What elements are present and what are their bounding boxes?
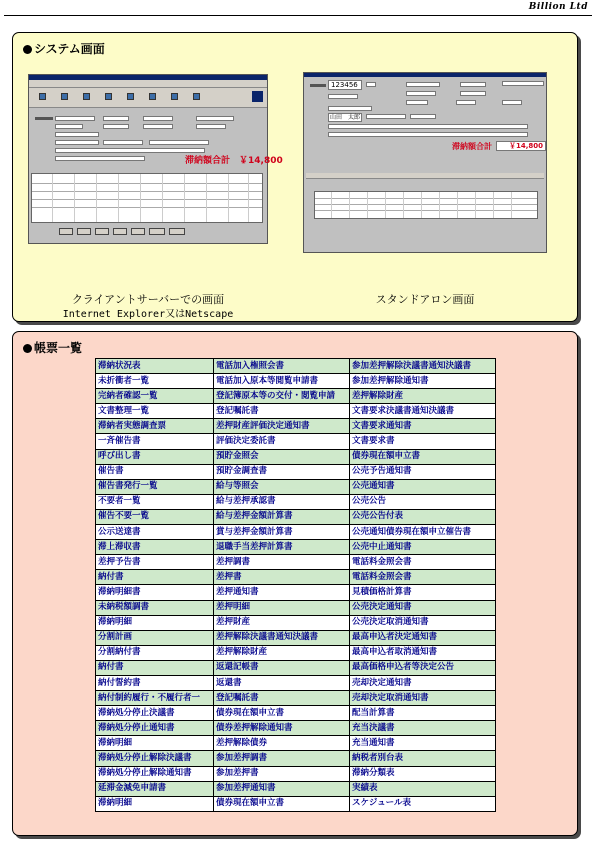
form-name-cell: 呼び出し書 — [96, 449, 214, 464]
form-name-cell: 納付制約履行・不履行者一 — [96, 691, 214, 706]
toolbar-icon — [127, 93, 134, 100]
form-name-cell: 給与等照会 — [214, 479, 350, 494]
table-row — [96, 570, 496, 585]
form-name-cell: 返還記帳書 — [214, 660, 350, 675]
bullet-icon — [23, 45, 32, 54]
screen-button[interactable] — [95, 228, 109, 235]
table-row — [96, 751, 496, 766]
form-name-cell: 賞与差押金額計算書 — [214, 525, 350, 540]
form-field[interactable] — [149, 140, 209, 145]
form-name-cell: 売却決定取消通知書 — [350, 691, 496, 706]
table-row — [96, 615, 496, 630]
screen-button[interactable] — [59, 228, 73, 235]
table-row — [96, 359, 496, 374]
form-name-cell: 配当計算書 — [350, 706, 496, 721]
form-name-cell: 電話料金照会書 — [350, 555, 496, 570]
form-name-cell: 参加差押調書 — [214, 751, 350, 766]
form-field[interactable] — [196, 116, 234, 121]
table-row — [96, 706, 496, 721]
toolbar-icon — [61, 93, 68, 100]
form-name-cell: 催告不要一覧 — [96, 509, 214, 524]
company-brand: Billion Ltd — [528, 2, 588, 12]
form-field[interactable] — [103, 116, 129, 121]
screen-button[interactable] — [169, 228, 185, 235]
form-name-cell: 退職手当差押計算書 — [214, 540, 350, 555]
form-field[interactable] — [196, 124, 226, 129]
form-name-cell: 差押解除債券 — [214, 736, 350, 751]
form-name-cell: 文書要求書 — [350, 434, 496, 449]
screen-button[interactable] — [149, 228, 165, 235]
system-screens-panel — [12, 32, 578, 322]
form-name-cell: 参加差押通知書 — [214, 781, 350, 796]
table-row — [96, 555, 496, 570]
form-name-cell: 一斉催告書 — [96, 434, 214, 449]
table-row — [96, 645, 496, 660]
table-row — [96, 449, 496, 464]
form-name-cell: 評価決定委託書 — [214, 434, 350, 449]
table-row — [96, 766, 496, 781]
form-name-cell: 充当通知書 — [350, 736, 496, 751]
person-name-field[interactable]: 山田 太郎 — [330, 114, 361, 121]
table-row — [96, 660, 496, 675]
form-name-cell: 公売中止通知書 — [350, 540, 496, 555]
table-row — [96, 389, 496, 404]
form-name-cell: 納付書 — [96, 660, 214, 675]
form-name-cell: 納付書 — [96, 570, 214, 585]
form-name-cell: 未折衝者一覧 — [96, 374, 214, 389]
menu-bar — [29, 80, 267, 88]
standalone-caption: スタンドアロン画面 — [375, 293, 475, 306]
form-name-cell: 預貯金照会 — [214, 449, 350, 464]
record-form: 123456 山田 太郎 滞納額合計 ￥14,800 — [306, 79, 544, 159]
form-field[interactable] — [55, 132, 99, 137]
toolbar-icon — [149, 93, 156, 100]
forms-table — [95, 358, 496, 812]
form-field[interactable] — [55, 124, 83, 129]
form-name-cell: 債券現在額申立書 — [350, 449, 496, 464]
form-name-cell: 登記簿原本等の交付・閲覧申請 — [214, 389, 350, 404]
form-field[interactable] — [55, 116, 95, 121]
toolbar-icon — [39, 93, 46, 100]
form-name-cell: 登記嘱託書 — [214, 404, 350, 419]
form-field[interactable] — [55, 148, 205, 153]
table-row — [96, 781, 496, 796]
form-name-cell: 滞納処分停止決議書 — [96, 706, 214, 721]
form-name-cell: 差押解除決議書通知決議書 — [214, 630, 350, 645]
form-name-cell: 公売通知債券現在額申立催告書 — [350, 525, 496, 540]
form-name-cell: 未納税額調書 — [96, 600, 214, 615]
table-row — [96, 374, 496, 389]
form-field[interactable] — [103, 140, 143, 145]
form-name-cell: 公売決定取消通知書 — [350, 615, 496, 630]
form-name-cell: 納付誓約書 — [96, 675, 214, 690]
form-name-cell: 差押予告書 — [96, 555, 214, 570]
form-name-cell: 分割納付書 — [96, 645, 214, 660]
form-name-cell: 滞納状況表 — [96, 359, 214, 374]
table-row — [96, 630, 496, 645]
form-name-cell: 文書要求通知書 — [350, 419, 496, 434]
bullet-icon — [23, 344, 32, 353]
form-name-cell: 滞上滞収書 — [96, 540, 214, 555]
form-name-cell: 差押調書 — [214, 555, 350, 570]
form-field[interactable] — [55, 140, 99, 145]
form-name-cell: 滞納明細書 — [96, 585, 214, 600]
form-name-cell: 分割計画 — [96, 630, 214, 645]
client-server-screenshot — [28, 74, 283, 244]
form-name-cell: 延滞金減免申請書 — [96, 781, 214, 796]
form-name-cell: 見積価格計算書 — [350, 585, 496, 600]
client-server-caption: クライアントサーバーでの画面 — [71, 293, 225, 306]
form-name-cell: 不要者一覧 — [96, 494, 214, 509]
form-name-cell: 実績表 — [350, 781, 496, 796]
table-row — [96, 796, 496, 811]
system-section-title: システム画面 — [23, 40, 105, 57]
table-row — [96, 736, 496, 751]
toolbar-icon — [105, 93, 112, 100]
screen-button[interactable] — [131, 228, 145, 235]
form-field[interactable] — [103, 124, 129, 129]
total-amount-field: ￥14,800 — [496, 141, 546, 151]
table-row — [96, 419, 496, 434]
form-name-cell: 差押財産 — [214, 615, 350, 630]
toolbar — [29, 88, 267, 108]
toolbar-icon — [193, 93, 200, 100]
form-name-cell: 電話加入原本等閲覧申請書 — [214, 374, 350, 389]
form-field[interactable] — [143, 116, 173, 121]
form-name-cell: 差押財産評価決定通知書 — [214, 419, 350, 434]
form-name-cell: 登記嘱託書 — [214, 691, 350, 706]
form-name-cell: 公売予告通知書 — [350, 464, 496, 479]
table-row — [96, 464, 496, 479]
window-titlebar — [304, 73, 546, 77]
forms-section-title: 帳票一覧 — [23, 339, 82, 356]
form-name-cell: 催告書発行一覧 — [96, 479, 214, 494]
case-number-field[interactable]: 123456 — [328, 80, 362, 90]
table-row — [96, 525, 496, 540]
form-name-cell: 最高価格申込者等決定公告 — [350, 660, 496, 675]
form-name-cell: 参加差押解除決議書通知決議書 — [350, 359, 496, 374]
table-row — [96, 404, 496, 419]
form-name-cell: 納税者別台表 — [350, 751, 496, 766]
form-name-cell: 差押通知書 — [214, 585, 350, 600]
form-name-cell: 滞納明細 — [96, 796, 214, 811]
form-name-cell: 公売通知書 — [350, 479, 496, 494]
form-field[interactable] — [143, 124, 173, 129]
form-name-cell: 債券差押解除通知書 — [214, 721, 350, 736]
form-name-cell: 給与差押承認書 — [214, 494, 350, 509]
form-name-cell: 差押解除財産 — [214, 645, 350, 660]
form-name-cell: 文書要求決議書通知決議書 — [350, 404, 496, 419]
browser-logo-icon — [252, 91, 263, 102]
form-name-cell: 差押書 — [214, 570, 350, 585]
form-name-cell: 公売公告付表 — [350, 509, 496, 524]
header-rule — [4, 15, 592, 16]
table-row — [96, 479, 496, 494]
form-name-cell: 滞納明細 — [96, 615, 214, 630]
arrears-grid — [31, 173, 263, 223]
record-form: 滞納額合計 ￥14,800 — [31, 113, 265, 169]
table-row — [96, 721, 496, 736]
form-name-cell: 債券現在額申立書 — [214, 796, 350, 811]
form-name-cell: 電話料金照会書 — [350, 570, 496, 585]
form-name-cell: 公売決定通知書 — [350, 600, 496, 615]
form-name-cell: 滞納処分停止解除決議書 — [96, 751, 214, 766]
form-name-cell: 差押明細 — [214, 600, 350, 615]
toolbar-icon — [83, 93, 90, 100]
table-row — [96, 585, 496, 600]
form-name-cell: 参加差押解除通知書 — [350, 374, 496, 389]
table-row — [96, 434, 496, 449]
form-name-cell: 滞納分類表 — [350, 766, 496, 781]
form-field[interactable] — [55, 156, 145, 161]
table-row — [96, 675, 496, 690]
table-row — [96, 600, 496, 615]
table-row — [96, 509, 496, 524]
screen-button[interactable] — [113, 228, 127, 235]
table-row — [96, 494, 496, 509]
form-name-cell: 預貯金調査書 — [214, 464, 350, 479]
form-name-cell: 売却決定通知書 — [350, 675, 496, 690]
tab-strip[interactable] — [306, 173, 544, 179]
table-row — [96, 691, 496, 706]
form-name-cell: 公売公告 — [350, 494, 496, 509]
form-name-cell: 催告書 — [96, 464, 214, 479]
standalone-screenshot — [303, 72, 547, 253]
forms-list-panel — [12, 331, 578, 836]
form-name-cell: 債券現在額申立書 — [214, 706, 350, 721]
form-name-cell: 最高申込者取消通知書 — [350, 645, 496, 660]
form-name-cell: 滞納処分停止通知書 — [96, 721, 214, 736]
arrears-grid — [314, 191, 538, 219]
form-name-cell: 最高申込者決定通知書 — [350, 630, 496, 645]
form-name-cell: 滞納者実態調査票 — [96, 419, 214, 434]
form-name-cell: 完納者確認一覧 — [96, 389, 214, 404]
form-name-cell: 文書整理一覧 — [96, 404, 214, 419]
form-name-cell: 公示送達書 — [96, 525, 214, 540]
form-name-cell: 差押解除財産 — [350, 389, 496, 404]
form-name-cell: 滞納処分停止解除通知書 — [96, 766, 214, 781]
screen-button[interactable] — [77, 228, 91, 235]
form-name-cell: スケジュール表 — [350, 796, 496, 811]
form-name-cell: 充当決議書 — [350, 721, 496, 736]
form-name-cell: 返還書 — [214, 675, 350, 690]
form-name-cell: 滞納明細 — [96, 736, 214, 751]
toolbar-icon — [171, 93, 178, 100]
form-name-cell: 給与差押金額計算書 — [214, 509, 350, 524]
form-name-cell: 参加差押書 — [214, 766, 350, 781]
browser-caption: Internet Explorer又はNetscape — [62, 309, 234, 320]
form-name-cell: 電話加入権照会書 — [214, 359, 350, 374]
table-row — [96, 540, 496, 555]
